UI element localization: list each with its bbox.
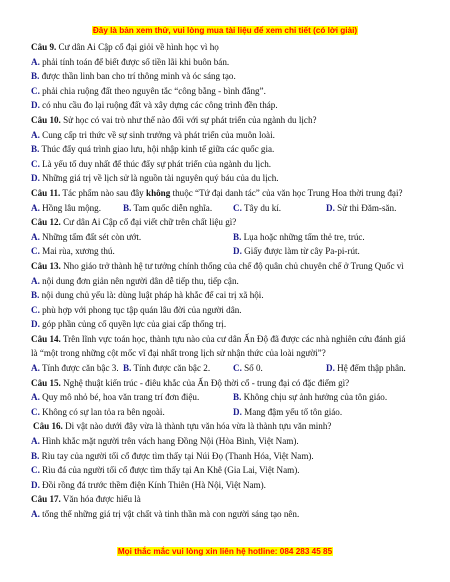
option-letter: B. <box>31 144 40 155</box>
option-text: Hệ đếm thập phân. <box>337 363 406 374</box>
answer-option <box>31 142 436 157</box>
question-stem <box>31 186 436 201</box>
question-stem-continued: là “một trong những cột mốc vĩ đại nhất trong lịch sử nhận thức của loài người”? <box>31 348 326 359</box>
question-text: Nghệ thuật kiến trúc - điêu khắc của Ấn Độ thời cổ - trung đại có đặc điểm gì? <box>63 377 350 388</box>
option-letter: D. <box>31 319 40 330</box>
options-row <box>31 201 436 216</box>
question-block <box>31 215 436 259</box>
answer-option <box>31 303 436 318</box>
question-number: Câu 16. <box>33 421 63 432</box>
question-block <box>31 332 436 376</box>
answer-option <box>31 288 436 303</box>
option-text: Giấy được làm từ cây Pa-pi-rút. <box>244 246 360 257</box>
option-letter: D. <box>31 173 40 184</box>
answer-option <box>31 449 436 464</box>
question-stem <box>31 419 436 434</box>
option-letter: A. <box>31 56 40 67</box>
answer-option <box>233 244 436 259</box>
option-text: phải tính toán để biết được số tiền lãi khi buôn bán. <box>42 56 230 67</box>
question-text: Cư dân Ai Cập cổ đại viết chữ trên chất liệu gì? <box>63 217 237 228</box>
answer-option <box>31 84 436 99</box>
answer-option <box>326 361 436 376</box>
option-letter: C. <box>31 304 40 315</box>
question-number: Câu 14. <box>31 333 61 344</box>
option-letter: A. <box>31 509 40 519</box>
question-text: Nho giáo trở thành hệ tư tưởng chính thống của chế độ quân chủ chuyên chế ở Trung Quốc vì <box>63 260 404 271</box>
option-text: Những tấm đất sét còn ướt. <box>42 231 142 242</box>
option-text: Không có sự lan tỏa ra bên ngoài. <box>42 406 165 417</box>
option-text: nội dung chủ yếu là: dùng luật pháp hà khắc để cai trị xã hội. <box>41 290 264 301</box>
option-text: tổng thể những giá trị vật chất và tinh thần mà con người sáng tạo nên. <box>42 509 300 519</box>
question-text: thuộc “Tứ đại danh tác” của văn học Trung Hoa thời trung đại? <box>170 187 403 198</box>
question-list <box>31 40 436 522</box>
answer-option <box>233 361 326 376</box>
question-stem <box>31 113 436 128</box>
answer-option <box>31 507 436 522</box>
question-text: Sử học có vai trò như thế nào đối với sự phát triển của ngành du lịch? <box>63 114 317 125</box>
hotline-banner <box>0 546 450 557</box>
option-text: Đồi rồng đá trước thềm điện Kính Thiên (Hà Nội, Việt Nam). <box>42 479 266 490</box>
option-text: Không chịu sự ảnh hưởng của tôn giáo. <box>243 392 388 403</box>
option-letter: A. <box>31 436 40 447</box>
question-text: Cư dân Ai Cập cổ đại giỏi về hình học vì họ <box>58 42 219 52</box>
option-letter: B. <box>123 363 132 374</box>
question-number: Câu 17. <box>31 494 61 505</box>
option-letter: C. <box>233 202 242 213</box>
question-block <box>31 40 436 113</box>
option-letter: C. <box>31 158 40 169</box>
answer-option <box>31 478 436 493</box>
option-letter: A. <box>31 231 40 242</box>
option-text: có nhu cầu đo lại ruộng đất và xây dựng các công trình đền tháp. <box>42 100 278 111</box>
option-letter: C. <box>31 406 40 417</box>
question-stem <box>31 332 436 347</box>
option-letter: B. <box>233 231 242 242</box>
answer-option <box>31 405 233 420</box>
question-stem <box>31 215 436 230</box>
option-text: nội dung đơn giản nên người dân dễ tiếp thu, tiếp cận. <box>42 275 239 286</box>
answer-option <box>31 201 123 216</box>
option-text: Hình khắc mặt người trên vách hang Đồng Nội (Hòa Bình, Việt Nam). <box>42 436 299 447</box>
option-text: Cung cấp tri thức về sự sinh trưởng và phát triển của muôn loài. <box>42 129 275 140</box>
hotline-text: Mọi thắc mắc vui lòng xin liên hệ hotline: 084 283 45 85 <box>117 547 333 556</box>
preview-notice-text: Đây là bản xem thử, vui lòng mua tài liệu để xem chi tiết (có lời giải) <box>92 26 358 35</box>
options-row <box>31 405 436 420</box>
answer-option <box>233 230 436 245</box>
option-text: Tính được căn bậc 2. <box>133 363 211 374</box>
question-number: Câu 10. <box>31 114 61 125</box>
answer-option <box>31 230 233 245</box>
answer-option <box>31 390 233 405</box>
answer-option <box>31 463 436 478</box>
option-text: Là yếu tố duy nhất để thúc đẩy sự phát triển của ngành du lịch. <box>42 158 272 169</box>
option-text: Thúc đẩy quá trình giao lưu, hội nhập kinh tế giữa các quốc gia. <box>41 144 275 155</box>
option-text: Mang đậm yếu tố tôn giáo. <box>244 406 343 417</box>
option-text: Những giá trị về lịch sử là nguồn tài nguyên quý báu của du lịch. <box>42 173 279 184</box>
question-stem <box>31 376 436 391</box>
answer-option <box>31 434 436 449</box>
option-text: Sử thi Đăm-săn. <box>337 202 397 213</box>
question-text: Tác phẩm nào sau đây <box>62 187 147 198</box>
answer-option <box>233 405 436 420</box>
answer-option <box>233 201 326 216</box>
option-letter: A. <box>31 129 40 140</box>
option-text: Lụa hoặc những tấm thẻ tre, trúc. <box>243 231 365 242</box>
answer-option <box>123 361 233 376</box>
answer-option <box>31 171 436 186</box>
question-number: Câu 11. <box>31 187 61 198</box>
option-letter: C. <box>31 465 40 476</box>
question-emphasis: không <box>146 187 171 198</box>
question-block <box>31 186 436 215</box>
options-row <box>31 361 436 376</box>
option-letter: D. <box>326 202 335 213</box>
option-text: Hồng lâu mộng. <box>42 202 101 213</box>
option-text: Rìu tay của người tối cổ được tìm thấy tại Núi Đọ (Thanh Hóa, Việt Nam). <box>41 450 314 461</box>
answer-option <box>31 128 436 143</box>
question-stem <box>31 492 436 507</box>
option-letter: C. <box>31 246 40 257</box>
option-text: góp phần củng cố quyền lực của giai cấp thống trị. <box>42 319 227 330</box>
question-number: Câu 12. <box>31 217 61 228</box>
answer-option <box>31 55 436 70</box>
question-block <box>31 492 436 521</box>
option-text: Tam quốc diễn nghĩa. <box>133 202 213 213</box>
option-text: phù hợp với phong tục tập quán lâu đời của người dân. <box>42 304 242 315</box>
option-letter: A. <box>31 275 40 286</box>
option-text: phải chia ruộng đất theo nguyên tắc “công bằng - bình đẳng”. <box>42 85 266 96</box>
option-text: Mai rùa, xương thú. <box>42 246 115 257</box>
answer-option <box>326 201 436 216</box>
option-letter: B. <box>123 202 132 213</box>
question-number: Câu 13. <box>31 260 61 271</box>
question-number: Câu 9. <box>31 42 57 52</box>
option-text: Tây du kí. <box>243 202 282 213</box>
options-row <box>31 244 436 259</box>
question-block <box>31 259 436 332</box>
option-text: Quy mô nhỏ bé, hoa văn trang trí đơn điệu. <box>42 392 200 403</box>
option-letter: B. <box>31 71 40 82</box>
option-letter: B. <box>233 392 242 403</box>
answer-option <box>31 157 436 172</box>
question-stem <box>31 40 436 55</box>
option-letter: A. <box>31 363 40 374</box>
option-letter: B. <box>31 290 40 301</box>
option-letter: D. <box>31 100 40 111</box>
option-text: Tính được căn bậc 3. <box>41 363 119 374</box>
answer-option <box>31 317 436 332</box>
answer-option <box>31 98 436 113</box>
answer-option <box>123 201 233 216</box>
answer-option <box>233 390 436 405</box>
option-letter: D. <box>326 363 335 374</box>
option-letter: D. <box>31 479 40 490</box>
option-letter: D. <box>233 246 242 257</box>
question-block <box>31 376 436 420</box>
option-letter: C. <box>233 363 242 374</box>
question-stem <box>31 259 436 274</box>
answer-option <box>31 361 123 376</box>
option-letter: B. <box>31 450 40 461</box>
option-letter: C. <box>31 85 40 96</box>
question-block <box>31 419 436 492</box>
option-letter: A. <box>31 392 40 403</box>
answer-option <box>31 69 436 84</box>
answer-option <box>31 274 436 289</box>
preview-notice-banner <box>0 25 450 36</box>
answer-option <box>31 244 233 259</box>
option-text: được thần linh ban cho trí thông minh và óc sáng tạo. <box>41 71 236 82</box>
option-letter: A. <box>31 202 40 213</box>
question-text: Trên lĩnh vực toán học, thành tựu nào của cư dân Ấn Độ đã được các nhà nghiên cứu đánh giá <box>62 333 406 344</box>
question-block <box>31 113 436 186</box>
question-text: Văn hóa được hiểu là <box>62 494 141 505</box>
option-letter: D. <box>233 406 242 417</box>
options-row <box>31 390 436 405</box>
option-text: Số 0. <box>244 363 263 374</box>
question-text: Di vật nào dưới đây vừa là thành tựu văn hóa vừa là thành tựu văn minh? <box>65 421 332 432</box>
question-number: Câu 15. <box>31 377 61 388</box>
options-row <box>31 230 436 245</box>
option-text: Rìu đá của người tối cổ được tìm thấy tại An Khê (Gia Lai, Việt Nam). <box>42 465 300 476</box>
